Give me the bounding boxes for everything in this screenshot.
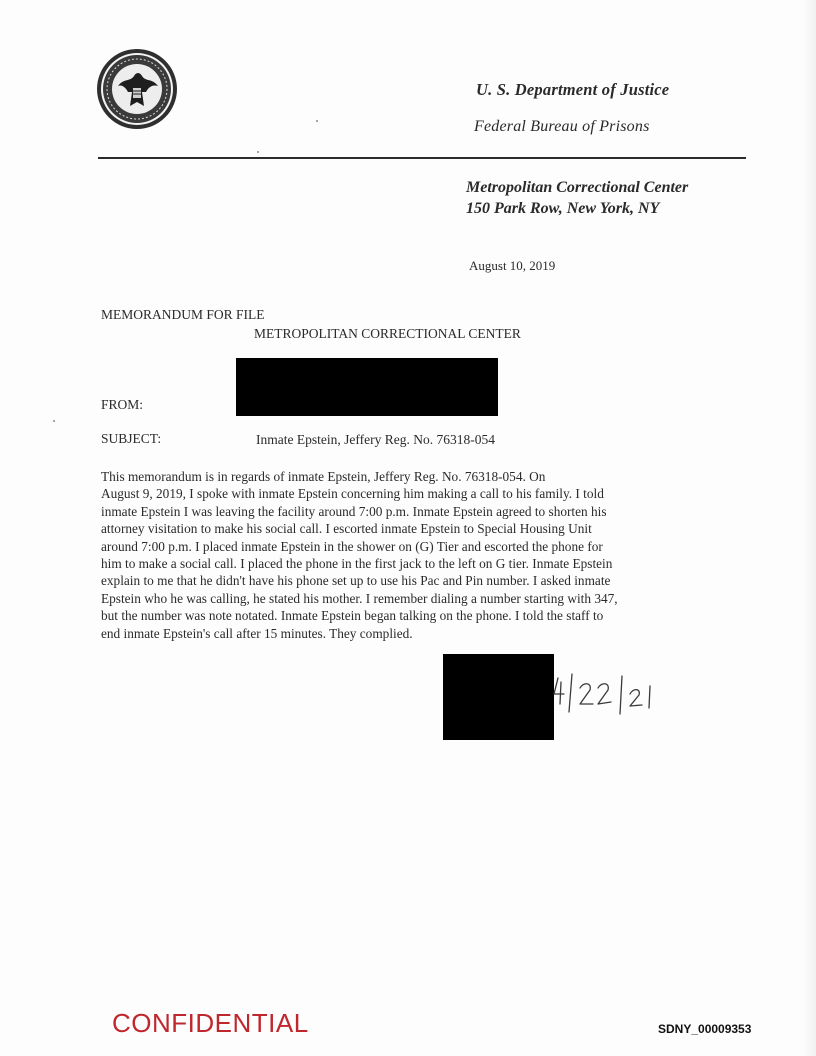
body-line: explain to me that he didn't have his phone set up to use his Pac and Pin number. I asked inmate <box>101 573 611 589</box>
office-address <box>466 177 688 219</box>
confidential-stamp: CONFIDENTIAL <box>112 1008 309 1038</box>
doj-seal-icon <box>96 48 178 130</box>
memo-title: MEMORANDUM FOR FILE <box>101 307 265 322</box>
body-line: him to make a social call. I placed the phone in the first jack to the left on G tier. Inmate Epstein <box>101 556 613 572</box>
subject-value: Inmate Epstein, Jeffery Reg. No. 76318-054 <box>256 432 495 447</box>
body-line: around 7:00 p.m. I placed inmate Epstein in the shower on (G) Tier and escorted the phone for <box>101 538 603 554</box>
body-line: end inmate Epstein's call after 15 minutes. They complied. <box>101 625 413 641</box>
redaction-box <box>236 358 498 416</box>
memo-subtitle: METROPOLITAN CORRECTIONAL CENTER <box>254 326 521 341</box>
scan-speck <box>257 151 259 153</box>
scan-speck <box>316 120 318 122</box>
scan-speck <box>53 420 55 422</box>
body-line: attorney visitation to make his social call. I escorted inmate Epstein to Special Housing Unit <box>101 521 592 537</box>
body-line: inmate Epstein I was leaving the facility around 7:00 p.m. Inmate Epstein agreed to shorten his <box>101 503 607 519</box>
memo-date: August 10, 2019 <box>469 258 556 273</box>
header-divider <box>98 157 746 159</box>
subject-label: SUBJECT: <box>101 431 162 446</box>
handwritten-date <box>550 664 680 720</box>
department-name: U. S. Department of Justice <box>476 80 670 99</box>
body-line: Epstein who he was calling, he stated his mother. I remember dialing a number starting with 347, <box>101 590 618 606</box>
from-label: FROM: <box>101 397 144 412</box>
memo-body <box>101 468 721 642</box>
body-line: but the number was note notated. Inmate Epstein began talking on the phone. I told the staff to <box>101 608 604 624</box>
scan-edge-shadow <box>802 0 816 1056</box>
office-street: 150 Park Row, New York, NY <box>466 200 660 217</box>
office-name: Metropolitan Correctional Center <box>466 179 689 196</box>
bureau-name: Federal Bureau of Prisons <box>474 118 650 135</box>
bates-number: SDNY_00009353 <box>658 1022 752 1036</box>
signature-redaction-box <box>443 654 554 740</box>
body-line: This memorandum is in regards of inmate Epstein, Jeffery Reg. No. 76318-054. On <box>101 469 546 484</box>
body-line: August 9, 2019, I spoke with inmate Epstein concerning him making a call to his family. I told <box>101 486 604 502</box>
